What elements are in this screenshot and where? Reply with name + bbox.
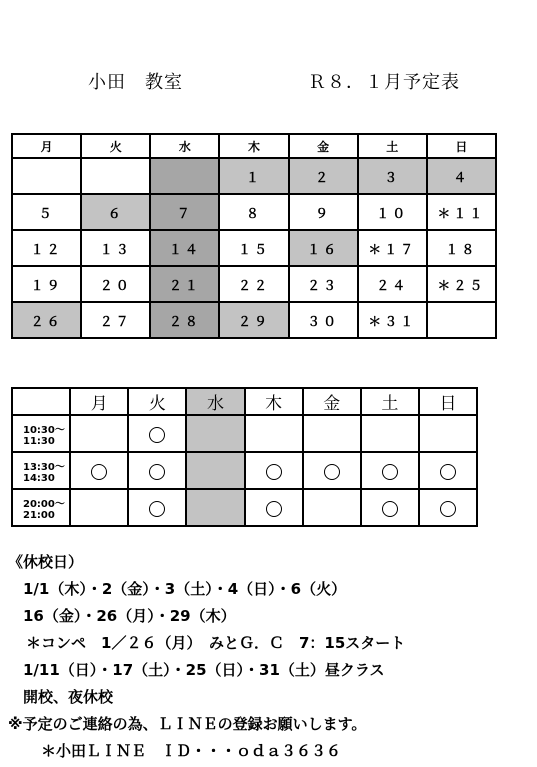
- timetable-corner: [12, 388, 70, 415]
- calendar-day-cell: ＊３１: [358, 302, 427, 338]
- calendar-weekday-row: [12, 134, 496, 158]
- calendar-day-cell: ２９: [219, 302, 288, 338]
- calendar-day-cell: ２４: [358, 266, 427, 302]
- timetable-cell: [303, 415, 361, 452]
- calendar-day-cell: １: [219, 158, 288, 194]
- calendar-day-cell: [12, 158, 81, 194]
- schedule-title: Ｒ８．１月予定表: [308, 72, 460, 93]
- calendar-day-cell: １５: [219, 230, 288, 266]
- calendar-day-cell: ９: [289, 194, 358, 230]
- timetable-cell: [70, 489, 128, 526]
- calendar-day-cell: ６: [81, 194, 150, 230]
- timetable-cell: [186, 415, 244, 452]
- calendar-day-cell: ７: [150, 194, 219, 230]
- weekday-sun: 日: [427, 134, 496, 158]
- timetable-cell: [419, 489, 477, 526]
- weekday-wed: 水: [150, 134, 219, 158]
- calendar-day-cell: [81, 158, 150, 194]
- timetable-cell: [245, 452, 303, 489]
- time-slot-label: 10:30～11:30: [12, 415, 70, 452]
- weekday-thu: 木: [219, 134, 288, 158]
- calendar-day-cell: １３: [81, 230, 150, 266]
- calendar-day-cell: ２７: [81, 302, 150, 338]
- school-name: 小田 教室: [88, 72, 183, 93]
- timetable-cell: [361, 489, 419, 526]
- calendar-day-cell: ３: [358, 158, 427, 194]
- calendar-day-cell: ２３: [289, 266, 358, 302]
- calendar-day-cell: [150, 158, 219, 194]
- timetable-cell: [245, 415, 303, 452]
- timetable-cell: [419, 452, 477, 489]
- calendar-week-row: [12, 158, 496, 194]
- class-available-circle-icon: [266, 501, 282, 517]
- calendar-day-cell: ２１: [150, 266, 219, 302]
- closed-days-heading: 《休校日）: [8, 553, 84, 571]
- weekday-mon: 月: [12, 134, 81, 158]
- timetable-cell: [303, 452, 361, 489]
- timetable-cell: [128, 452, 186, 489]
- calendar-week-row: [12, 230, 496, 266]
- calendar-day-cell: [427, 302, 496, 338]
- class-available-circle-icon: [149, 464, 165, 480]
- timetable-cell: [70, 415, 128, 452]
- timetable-day-sun: 日: [419, 388, 477, 415]
- timetable-cell: [361, 452, 419, 489]
- timetable-cell: [361, 415, 419, 452]
- calendar-day-cell: ５: [12, 194, 81, 230]
- closed-days-line-2: 16（金）・26（月）・29（木）: [23, 607, 236, 625]
- timetable-cell: [128, 415, 186, 452]
- monthly-calendar: [11, 133, 497, 339]
- timetable-day-mon: 月: [70, 388, 128, 415]
- calendar-week-row: [12, 194, 496, 230]
- calendar-day-cell: １８: [427, 230, 496, 266]
- time-slot-label: 20:00～21:00: [12, 489, 70, 526]
- calendar-day-cell: ２: [289, 158, 358, 194]
- class-available-circle-icon: [440, 501, 456, 517]
- timetable-cell: [186, 452, 244, 489]
- timetable-cell: [303, 489, 361, 526]
- timetable-cell: [245, 489, 303, 526]
- calendar-week-row: [12, 302, 496, 338]
- calendar-day-cell: １９: [12, 266, 81, 302]
- calendar-day-cell: １４: [150, 230, 219, 266]
- timetable-day-sat: 土: [361, 388, 419, 415]
- weekday-fri: 金: [289, 134, 358, 158]
- timetable-day-fri: 金: [303, 388, 361, 415]
- class-available-circle-icon: [382, 501, 398, 517]
- time-slot-label: 13:30～14:30: [12, 452, 70, 489]
- timetable-row: [12, 489, 477, 526]
- weekly-class-timetable: [11, 387, 478, 527]
- timetable-day-thu: 木: [245, 388, 303, 415]
- calendar-day-cell: １６: [289, 230, 358, 266]
- competition-note: ＊コンペ 1／２６（月） みとＧ．Ｃ 7：15スタート: [26, 634, 406, 652]
- night-closed-note: 開校、夜休校: [23, 688, 114, 706]
- calendar-day-cell: ＊１７: [358, 230, 427, 266]
- weekday-sat: 土: [358, 134, 427, 158]
- class-available-circle-icon: [440, 464, 456, 480]
- line-registration-note: ※予定のご連絡の為、ＬＩＮＥの登録お願いします。: [8, 715, 367, 733]
- calendar-day-cell: ２２: [219, 266, 288, 302]
- timetable-day-wed: 水: [186, 388, 244, 415]
- class-available-circle-icon: [382, 464, 398, 480]
- calendar-day-cell: ２０: [81, 266, 150, 302]
- weekday-tue: 火: [81, 134, 150, 158]
- calendar-day-cell: １２: [12, 230, 81, 266]
- calendar-day-cell: ３０: [289, 302, 358, 338]
- notes-section: [8, 549, 533, 765]
- timetable-cell: [70, 452, 128, 489]
- calendar-day-cell: ８: [219, 194, 288, 230]
- timetable-cell: [419, 415, 477, 452]
- calendar-day-cell: ４: [427, 158, 496, 194]
- timetable-cell: [186, 489, 244, 526]
- day-class-only-note: 1/11（日）・17（土）・25（日）・31（土）昼クラス: [23, 661, 385, 679]
- calendar-day-cell: ２８: [150, 302, 219, 338]
- closed-days-line-1: 1/1（木）・2（金）・3（土）・4（日）・6（火）: [23, 580, 347, 598]
- timetable-row: [12, 452, 477, 489]
- timetable-cell: [128, 489, 186, 526]
- class-available-circle-icon: [91, 464, 107, 480]
- timetable-row: [12, 415, 477, 452]
- timetable-weekday-row: [12, 388, 477, 415]
- class-available-circle-icon: [324, 464, 340, 480]
- calendar-day-cell: ２６: [12, 302, 81, 338]
- calendar-day-cell: ＊１１: [427, 194, 496, 230]
- timetable-day-tue: 火: [128, 388, 186, 415]
- calendar-day-cell: １０: [358, 194, 427, 230]
- class-available-circle-icon: [149, 427, 165, 443]
- line-id-note: ＊小田ＬＩＮＥ ＩＤ・・・ｏｄａ３６３６: [41, 742, 342, 760]
- calendar-week-row: [12, 266, 496, 302]
- class-available-circle-icon: [149, 501, 165, 517]
- class-available-circle-icon: [266, 464, 282, 480]
- calendar-day-cell: ＊２５: [427, 266, 496, 302]
